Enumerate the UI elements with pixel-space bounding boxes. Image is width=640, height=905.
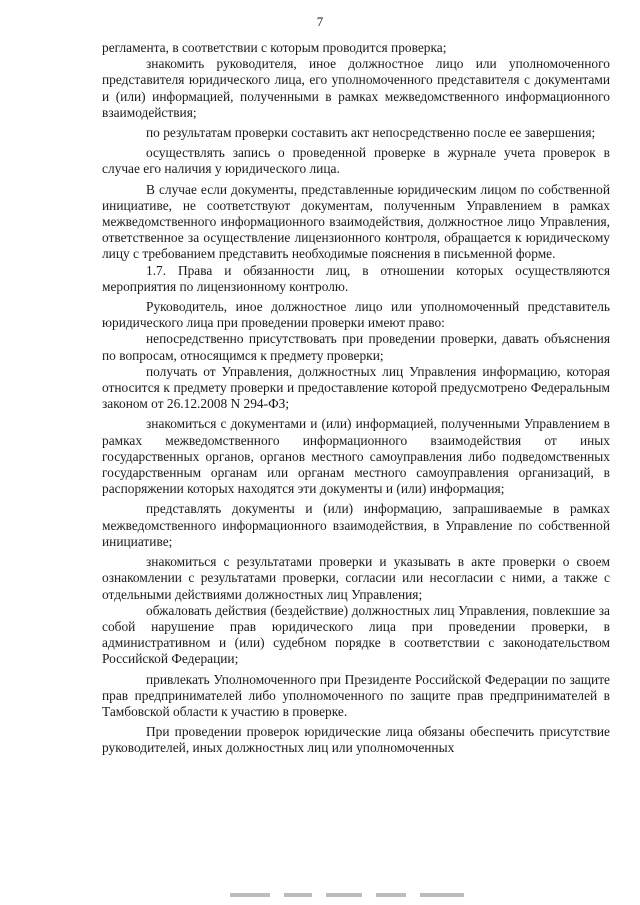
document-body (102, 40, 610, 757)
paragraph: знакомить руководителя, иное должностное лицо или уполномоченного представителя юридического лица, его уполномоченного представителя с документами и (или) информацией, полученными в рамках межведомственного информационного взаимодействия; (102, 56, 610, 120)
scan-artifact (230, 893, 490, 901)
paragraph: обжаловать действия (бездействие) должностных лиц Управления, повлекшие за собой нарушение прав юридического лица при проведении проверки, в административном и (или) судебном порядке в соответствии с законодательством Российской Федерации; (102, 602, 610, 667)
paragraph: осуществлять запись о проведенной проверке в журнале учета проверок в случае его наличия у юридического лица. (102, 145, 610, 177)
paragraph: знакомиться с результатами проверки и указывать в акте проверки о своем ознакомлении с результатами проверки, согласии или несогласии с ними, а также с отдельными действиями должностных лиц Управления; (102, 554, 610, 602)
paragraph: регламента, в соответствии с которым проводится проверка; (102, 40, 447, 55)
paragraph: получать от Управления, должностных лиц Управления информацию, которая относится к предмету проверки и предоставление которой предусмотрено Федеральным законом от 26.12.2008 N 294-ФЗ; (102, 363, 610, 412)
paragraph: по результатам проверки составить акт непосредственно после ее завершения; (146, 125, 596, 141)
page-number: 7 (316, 14, 324, 29)
paragraph: представлять документы и (или) информацию, запрашиваемые в рамках межведомственного информационного взаимодействия, в Управление по собственной инициативе; (102, 501, 610, 549)
paragraph: В случае если документы, представленные юридическим лицом по собственной инициативе, не соответствуют документам, полученным Управлением в рамках межведомственного информационного взаимодействия, должностное лицо Управления, ответственное за осуществление лицензионного контроля, обращается к юридическому лицу с требованием представить необходимые пояснения в письменной форме. (102, 181, 610, 262)
paragraph: Руководитель, иное должностное лицо или уполномоченный представитель юридического лица при проведении проверки имеют право: (102, 299, 610, 331)
paragraph: непосредственно присутствовать при проведении проверки, давать объяснения по вопросам, относящимся к предмету проверки; (102, 331, 610, 363)
paragraph: знакомиться с документами и (или) информацией, полученными Управлением в рамках межведомственного информационного взаимодействия от иных государственных органов, органов местного самоуправления либо подведомственных государственным органам или органам местного самоуправления организаций, в распоряжении которых находятся эти документы и (или) информация; (102, 416, 610, 497)
paragraph: При проведении проверок юридические лица обязаны обеспечить присутствие руководителей, иных должностных лиц или уполномоченных (102, 724, 610, 756)
paragraph: привлекать Уполномоченного при Президенте Российской Федерации по защите прав предпринимателей либо уполномоченного по защите прав предпринимателей в Тамбовской области к участию в проверке. (102, 671, 610, 719)
section-heading: 1.7. Права и обязанности лиц, в отношении которых осуществляются мероприятия по лицензионному контролю. (102, 262, 610, 294)
